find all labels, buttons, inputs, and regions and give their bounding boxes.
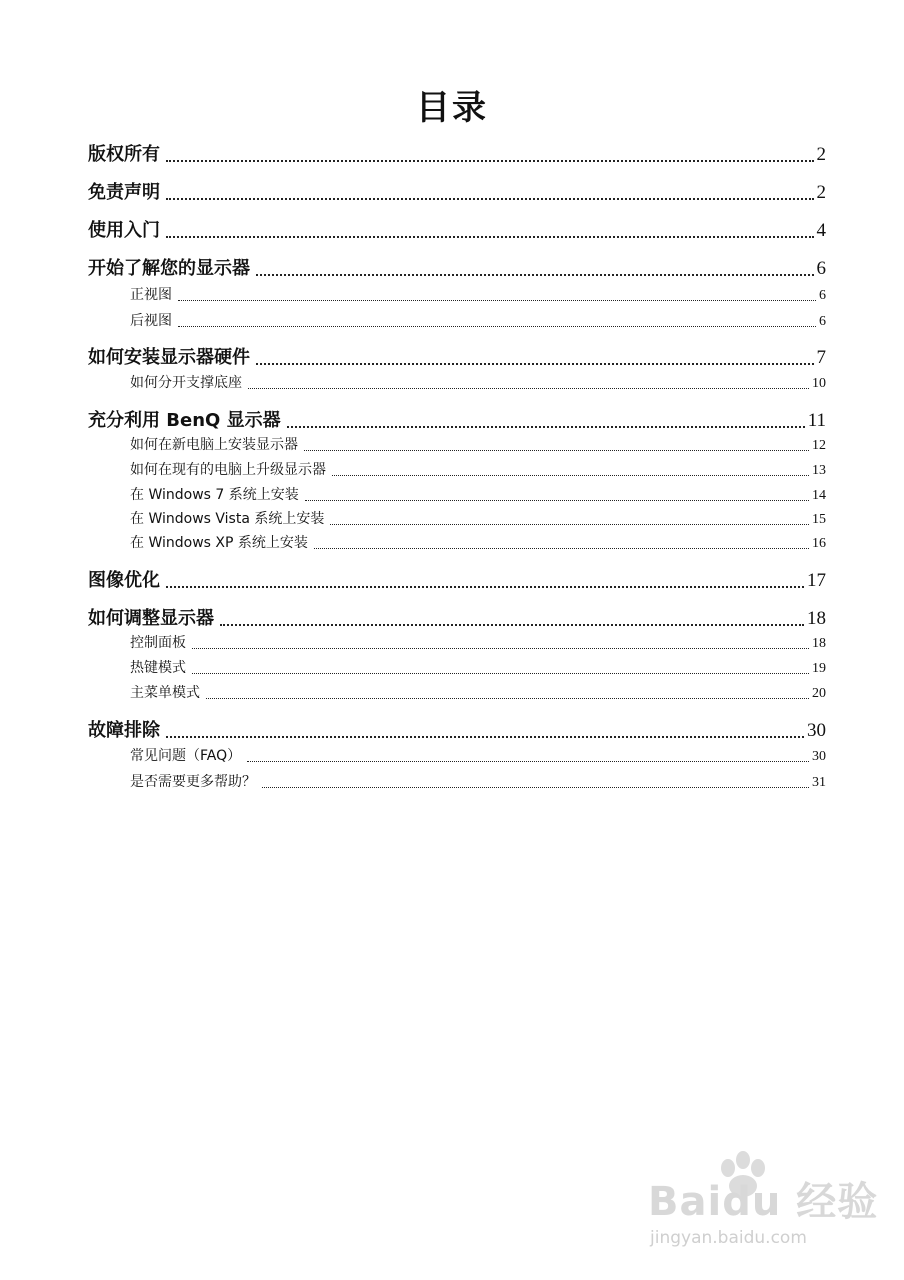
- dot-leader: [206, 698, 809, 699]
- toc-subentry[interactable]: [130, 771, 826, 791]
- toc-entry-label: 常见问题（FAQ）: [130, 748, 242, 764]
- toc-entry[interactable]: [88, 140, 826, 166]
- dot-leader: [178, 326, 816, 327]
- toc-subentry[interactable]: [130, 657, 826, 677]
- toc-entry-page: 18: [807, 608, 826, 629]
- toc-entry-label: 充分利用 BenQ 显示器: [88, 410, 281, 431]
- toc-entry[interactable]: [88, 406, 826, 432]
- dot-leader: [305, 500, 809, 501]
- toc-entry[interactable]: [88, 178, 826, 204]
- toc-entry-page: 2: [816, 182, 826, 203]
- toc-entry-page: 30: [807, 720, 826, 741]
- toc-entry-page: 6: [819, 288, 826, 303]
- toc-entry-page: 14: [812, 488, 826, 503]
- toc-subentry[interactable]: [130, 310, 826, 330]
- toc-subentry[interactable]: [130, 682, 826, 702]
- toc-entry-label: 是否需要更多帮助？: [130, 774, 256, 790]
- toc-subentry[interactable]: [130, 284, 826, 304]
- toc-entry-label: 图像优化: [88, 570, 160, 591]
- toc-entry-label: 正视图: [130, 287, 172, 303]
- toc-entry-page: 6: [819, 314, 826, 329]
- toc-entry[interactable]: [88, 604, 826, 630]
- toc-entry[interactable]: [88, 716, 826, 742]
- toc-entry[interactable]: [88, 216, 826, 242]
- toc-entry[interactable]: [88, 254, 826, 280]
- toc-entry-label: 故障排除: [88, 720, 160, 741]
- dot-leader: [330, 524, 809, 525]
- toc-subentry[interactable]: [130, 632, 826, 652]
- toc-subentry[interactable]: [130, 532, 826, 552]
- toc-subentry[interactable]: [130, 434, 826, 454]
- toc-entry-label: 热键模式: [130, 660, 186, 676]
- watermark-url: jingyan.baidu.com: [650, 1228, 807, 1248]
- toc-entry-label: 免责声明: [88, 182, 160, 203]
- dot-leader: [192, 648, 809, 649]
- watermark-logo: Baidu 经验: [648, 1179, 879, 1225]
- dot-leader: [220, 624, 804, 626]
- dot-leader: [178, 300, 816, 301]
- toc-entry-page: 16: [812, 536, 826, 551]
- toc-entry-page: 19: [812, 661, 826, 676]
- dot-leader: [332, 475, 809, 476]
- baidu-jingyan-watermark: [640, 1148, 890, 1258]
- dot-leader: [166, 236, 814, 238]
- toc-entry-page: 7: [816, 347, 826, 368]
- toc-entry-label: 使用入门: [88, 220, 160, 241]
- toc-entry-label: 在 Windows XP 系统上安装: [130, 535, 308, 551]
- toc-entry-page: 31: [812, 775, 826, 790]
- dot-leader: [166, 586, 804, 588]
- dot-leader: [256, 274, 814, 276]
- toc-entry-label: 如何安装显示器硬件: [88, 347, 250, 368]
- toc-entry-page: 17: [807, 570, 826, 591]
- toc-entry[interactable]: [88, 566, 826, 592]
- toc-subentry[interactable]: [130, 508, 826, 528]
- toc-entry[interactable]: [88, 343, 826, 369]
- dot-leader: [262, 787, 809, 788]
- toc-entry-page: 2: [816, 144, 826, 165]
- toc-entry-label: 后视图: [130, 313, 172, 329]
- dot-leader: [314, 548, 809, 549]
- dot-leader: [166, 736, 804, 738]
- dot-leader: [166, 198, 814, 200]
- toc-subentry[interactable]: [130, 484, 826, 504]
- toc-entry-page: 11: [807, 410, 826, 431]
- toc-subentry[interactable]: [130, 745, 826, 765]
- toc-entry-label: 如何调整显示器: [88, 608, 214, 629]
- page-title: 目录: [416, 88, 488, 128]
- dot-leader: [304, 450, 809, 451]
- toc-entry-page: 30: [812, 749, 826, 764]
- dot-leader: [248, 388, 809, 389]
- toc-entry-page: 20: [812, 686, 826, 701]
- dot-leader: [287, 426, 805, 428]
- dot-leader: [192, 673, 809, 674]
- dot-leader: [247, 761, 809, 762]
- toc-entry-page: 13: [812, 463, 826, 478]
- toc-entry-page: 18: [812, 636, 826, 651]
- toc-entry-label: 版权所有: [88, 144, 160, 165]
- dot-leader: [256, 363, 814, 365]
- toc-entry-label: 如何在现有的电脑上升级显示器: [130, 462, 326, 478]
- toc-entry-label: 主菜单模式: [130, 685, 200, 701]
- toc-entry-page: 10: [812, 376, 826, 391]
- toc-entry-page: 4: [816, 220, 826, 241]
- toc-entry-label: 在 Windows 7 系统上安装: [130, 487, 299, 503]
- toc-subentry[interactable]: [130, 459, 826, 479]
- toc-entry-label: 在 Windows Vista 系统上安装: [130, 511, 325, 527]
- toc-entry-label: 如何分开支撑底座: [130, 375, 242, 391]
- dot-leader: [166, 160, 814, 162]
- toc-entry-label: 如何在新电脑上安装显示器: [130, 437, 298, 453]
- toc-entry-label: 控制面板: [130, 635, 186, 651]
- toc-entry-label: 开始了解您的显示器: [88, 258, 250, 279]
- toc-entry-page: 6: [816, 258, 826, 279]
- toc-subentry[interactable]: [130, 372, 826, 392]
- toc-entry-page: 15: [812, 512, 826, 527]
- toc-entry-page: 12: [812, 438, 826, 453]
